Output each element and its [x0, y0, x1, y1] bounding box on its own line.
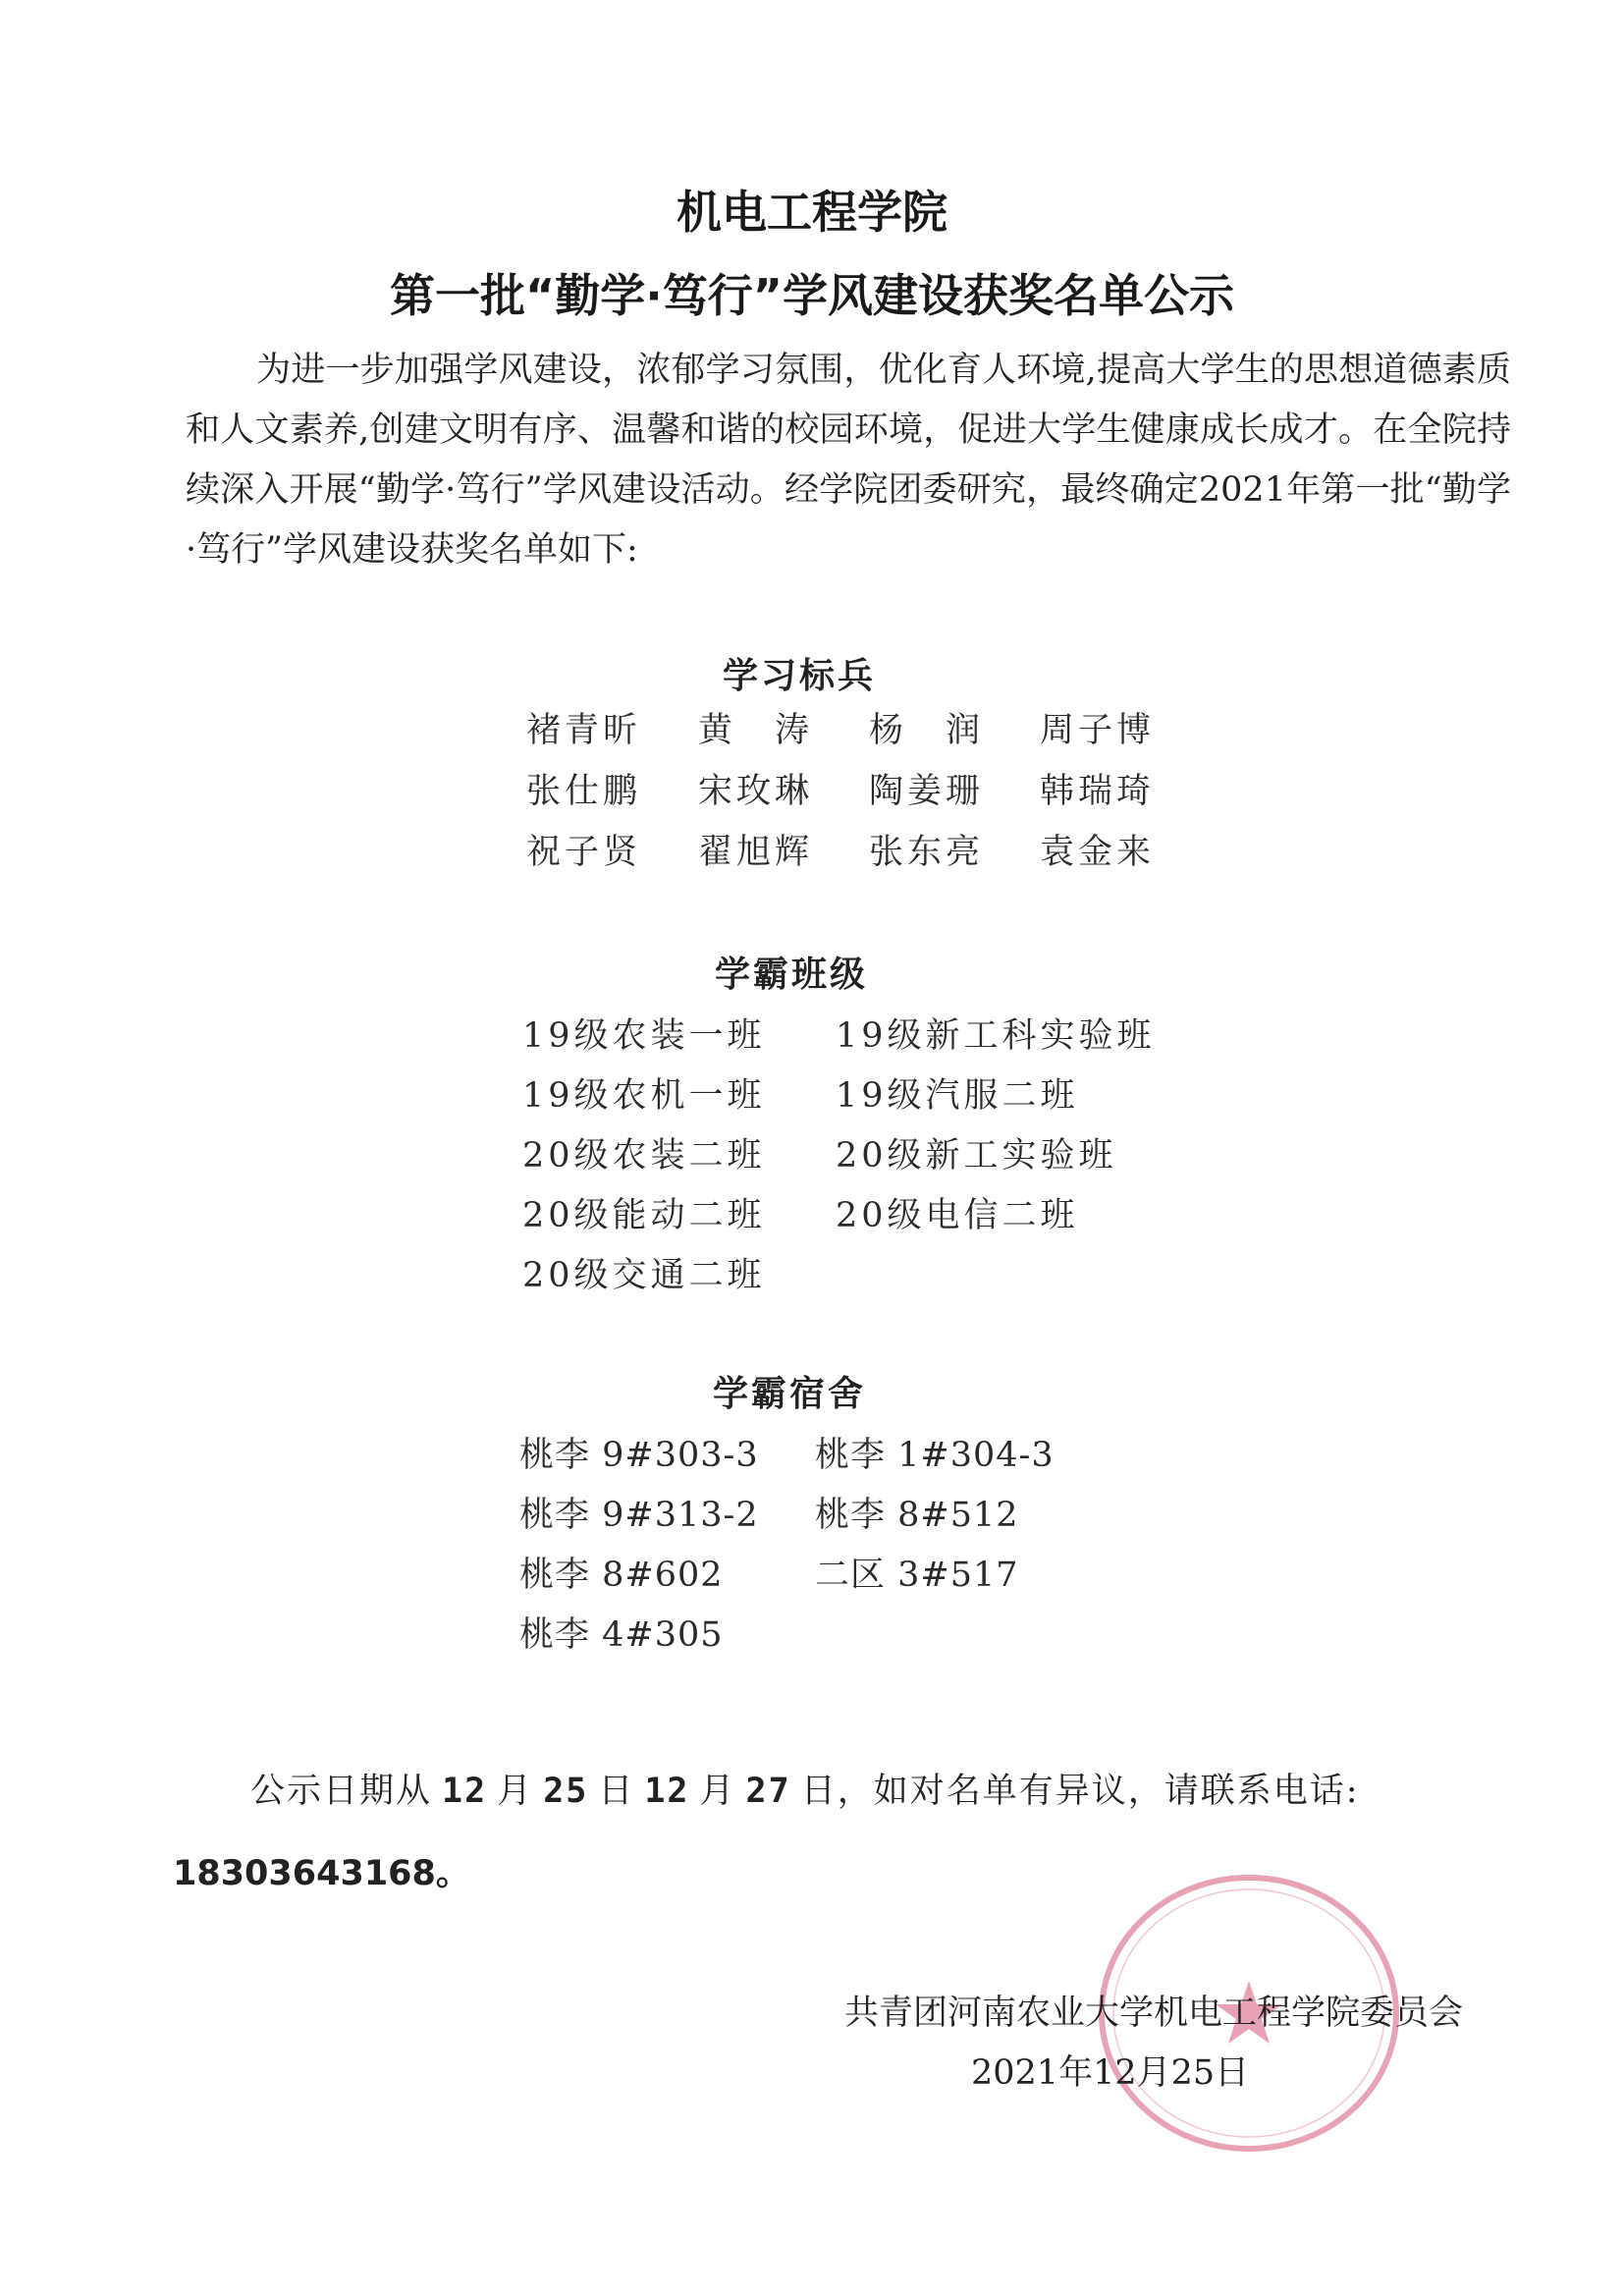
- notice-unit: 月: [497, 1772, 534, 1811]
- dorm-name: 桃李 8#512: [815, 1496, 1019, 1535]
- title-line1: 机电工程学院: [677, 186, 947, 239]
- notice-unit: 日: [598, 1772, 635, 1811]
- class-name: 20级电信二班: [836, 1196, 1079, 1235]
- class-name: 19级新工科实验班: [836, 1016, 1156, 1056]
- dorm-name: 桃李 4#305: [519, 1615, 724, 1655]
- student-name: 黄 涛: [698, 711, 814, 750]
- student-name: 袁金来: [1040, 833, 1156, 872]
- student-name: 祝子贤: [526, 833, 642, 872]
- dorm-name: 二区 3#517: [815, 1556, 1019, 1595]
- class-name: 19级农机一班: [522, 1076, 766, 1116]
- notice-prefix: 公示日期从: [250, 1772, 433, 1811]
- dorm-name: 桃李 8#602: [519, 1556, 724, 1595]
- class-name: 20级新工实验班: [836, 1136, 1117, 1175]
- notice-day-end: 27: [745, 1772, 791, 1811]
- title-line2: 第一批“勤学·笃行”学风建设获奖名单公示: [390, 269, 1234, 322]
- class-name: 20级农装二班: [522, 1136, 766, 1175]
- notice-month-end: 12: [644, 1772, 690, 1811]
- intro-text: 为进一步加强学风建设，浓郁学习氛围，优化育人环境,提高大学生的思想道德素质和人文素养,创建文明有序、温馨和谐的校园环境，促进大学生健康成长成才。在全院持续深入开展“勤学·笃行”学风建设活动。经学院团委研究，最终确定2021年第一批“勤学·笃行”学风建设获奖名单如下:: [186, 351, 1511, 570]
- signature-org: 共青团河南农业大学机电工程学院委员会: [843, 1994, 1463, 2033]
- student-name: 褚青昕: [526, 711, 642, 750]
- dorm-name: 桃李 1#304-3: [815, 1436, 1055, 1475]
- student-name: 张东亮: [869, 833, 985, 872]
- student-name: 陶姜珊: [869, 772, 985, 811]
- contact-phone: 18303643168。: [173, 1854, 470, 1893]
- intro-paragraph: [186, 341, 1511, 580]
- notice-month-start: 12: [442, 1772, 488, 1811]
- section-heading-students: 学习标兵: [723, 656, 877, 696]
- dorm-name: 桃李 9#303-3: [519, 1436, 759, 1475]
- class-name: 19级汽服二班: [836, 1076, 1079, 1116]
- student-name: 周子博: [1040, 711, 1156, 750]
- signature-date: 2021年12月25日: [971, 2053, 1250, 2093]
- section-heading-classes: 学霸班级: [715, 955, 869, 995]
- dorm-name: 桃李 9#313-2: [519, 1496, 759, 1535]
- notice-unit: 月: [699, 1772, 736, 1811]
- notice-day-start: 25: [543, 1772, 589, 1811]
- student-name: 宋玫琳: [698, 772, 814, 811]
- student-name: 韩瑞琦: [1040, 772, 1156, 811]
- student-name: 张仕鹏: [526, 772, 642, 811]
- class-name: 20级交通二班: [522, 1256, 766, 1295]
- class-name: 20级能动二班: [522, 1196, 766, 1235]
- notice-line: [250, 1764, 1359, 1813]
- student-name: 翟旭辉: [698, 833, 814, 872]
- student-name: 杨 润: [869, 711, 985, 750]
- notice-suffix: 日，如对名单有异议，请联系电话:: [800, 1772, 1360, 1811]
- class-name: 19级农装一班: [522, 1016, 766, 1056]
- section-heading-dorms: 学霸宿舍: [713, 1374, 867, 1414]
